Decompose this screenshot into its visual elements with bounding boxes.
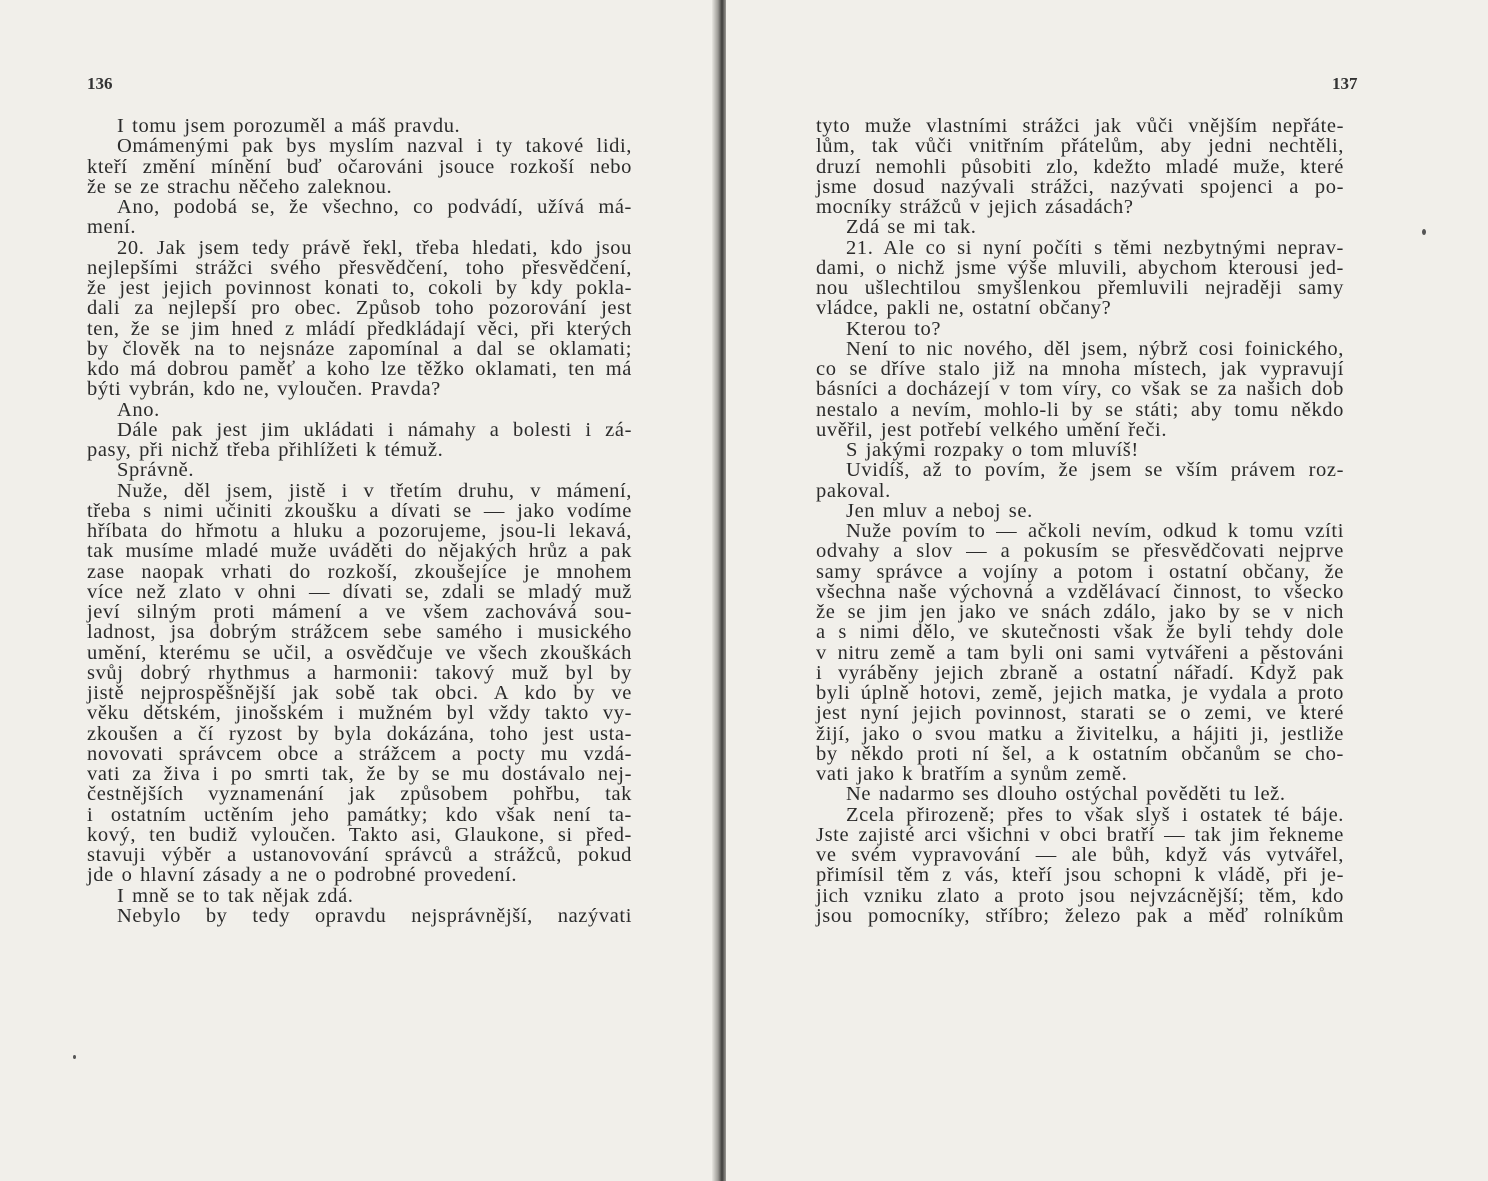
- text-line: Zdá se mi tak.: [846, 216, 977, 239]
- text-line: nejlepšími strážci svého přesvědčení, toho přesvědčení,: [87, 256, 632, 279]
- text-line: čestnějších vyznamenání jak způsobem pohřbu, tak: [87, 783, 632, 806]
- text-line: vládce, pakli ne, ostatní občany?: [816, 297, 1112, 320]
- text-line: vati za živa i po smrti tak, že by se mu dostávalo nej-: [87, 763, 632, 785]
- text-line: Omámenými pak bys myslím nazval i ty takové lidi,: [117, 135, 632, 158]
- text-line: vati jako k bratřím a synům země.: [816, 763, 1128, 785]
- right-page: [726, 0, 1488, 1181]
- page-number: 136: [87, 74, 113, 93]
- left-page: [0, 0, 718, 1181]
- text-line: stavuji výběr a ustanovování správců a strážců, pokud: [87, 844, 632, 866]
- text-line: byli úplně hotovi, země, jejich matka, je vydala a proto: [816, 682, 1344, 704]
- text-line: ladnost, jsa dobrým strážcem sebe samého i musického: [87, 621, 632, 644]
- text-line: by člověk na to nejsnáze zapomínal a dal se oklamati;: [87, 337, 632, 360]
- text-line: že jest jejich povinnost konati to, cokoli by kdy pokla-: [87, 277, 632, 299]
- text-line: by někdo proti ní šel, a k ostatním občanům se cho-: [816, 742, 1344, 765]
- text-line: 20. Jak jsem tedy právě řekl, třeba hledati, kdo jsou: [117, 236, 632, 259]
- text-line: Ano.: [117, 398, 160, 421]
- paper-speck: [1422, 229, 1426, 235]
- text-line: umění, kterému se učil, a osvědčuje ve všech zkouškách: [87, 641, 632, 664]
- text-line: přimísil těm z vás, kteří jsou schopni k vládě, při je-: [816, 864, 1344, 887]
- page-number: 137: [1332, 74, 1358, 93]
- text-line: Zcela přirozeně; přes to však slyš i ostatek té báje.: [846, 803, 1344, 826]
- text-line: kový, ten budiž vyloučen. Takto asi, Glaukone, si před-: [87, 823, 632, 846]
- paper-speck: [73, 1055, 76, 1059]
- text-line: ve svém vypravování — ale bůh, když vás vytvářel,: [816, 844, 1344, 866]
- text-line: novovati správcem obce a strážcem a pocty mu vzdá-: [87, 742, 632, 765]
- text-line: samy správce a vojíny a potom i ostatní občany, že: [816, 560, 1344, 583]
- text-line: Nuže, děl jsem, jistě i v třetím druhu, v mámení,: [117, 479, 632, 502]
- text-line: že se ze strachu něčeho zaleknou.: [87, 175, 393, 198]
- text-line: I mně se to tak nějak zdá.: [117, 884, 354, 907]
- right-page-text: [816, 116, 1344, 926]
- text-line: Nebylo by tedy opravdu nejsprávnější, nazývati: [117, 904, 632, 927]
- text-line: tak musíme mladé muže uváděti do nějakých hrůz a pak: [87, 540, 632, 563]
- text-line: I tomu jsem porozuměl a máš pravdu.: [117, 115, 461, 137]
- text-line: jich vzniku zlato a proto jsou nejvzácnější; těm, kdo: [816, 884, 1344, 907]
- text-line: odvahy a slov — a pokusím se přesvědčovati nejprve: [816, 540, 1344, 563]
- text-line: co se dříve stalo již na mnoha místech, jak vypravují: [816, 358, 1344, 380]
- text-line: v nitru země a tam byli oni sami vytvářeni a pěstováni: [816, 641, 1344, 664]
- text-line: že se jim jen jako ve snách zdálo, jako by se v nich: [816, 601, 1344, 623]
- text-line: Jen mluv a neboj se.: [846, 499, 1033, 522]
- text-line: jest nyní jejich povinnost, starati se o zemi, ve které: [816, 702, 1344, 725]
- left-page-text: [87, 116, 632, 926]
- text-line: kdo má dobrou paměť a koho lze těžko oklamati, ten má: [87, 358, 632, 380]
- text-line: i vyráběny jejich zbraně a ostatní nářadí. Když pak: [816, 661, 1344, 684]
- text-line: hříbata do hřmotu a hluku a pozorujeme, jsou-li lekavá,: [87, 520, 632, 542]
- text-line: více než zlato v ohni — dívati se, zdali se mladý muž: [87, 580, 632, 603]
- text-line: všechna naše výchovná a vzdělávací činnost, to všecko: [816, 580, 1344, 603]
- text-line: třeba s nimi učiniti zkoušku a dívati se — jako vodíme: [87, 499, 632, 522]
- text-line: a s nimi dělo, ve skutečnosti však že byli tehdy dole: [816, 621, 1344, 644]
- text-line: Ano, podobá se, že všechno, co podvádí, užívá má-: [117, 196, 632, 218]
- text-line: jistě nejprospěšnější jak sobě tak obci. A kdo by ve: [87, 682, 632, 704]
- text-line: 21. Ale co si nyní počíti s těmi nezbytnými neprav-: [846, 236, 1344, 259]
- text-line: jeví silným proti mámení a ve všem zachovává sou-: [87, 601, 632, 623]
- text-line: i ostatním uctěním jeho památky; kdo však není ta-: [87, 803, 632, 826]
- text-line: nou ušlechtilou smyšlenkou přemluvili nejraději samy: [816, 277, 1344, 299]
- text-line: jde o hlavní zásady a ne o podrobné provedení.: [87, 864, 518, 887]
- text-line: zase naopak vrhati do rozkoší, zkoušejíce je mnohem: [87, 560, 632, 583]
- text-line: žijí, jako o svou matku a živitelku, a hájiti ji, jestliže: [816, 722, 1344, 745]
- text-line: nestalo a nevím, mohlo-li by se státi; aby tomu někdo: [816, 398, 1344, 421]
- text-line: S jakými rozpaky o tom mluvíš!: [846, 439, 1139, 461]
- text-line: svůj dobrý rhythmus a harmonii: takový muž byl by: [87, 661, 632, 684]
- text-line: Dále pak jest jim ukládati i námahy a bolesti i zá-: [117, 418, 632, 441]
- text-line: Jste zajisté arci všichni v obci bratří — tak jim řekneme: [816, 823, 1344, 846]
- text-line: mení.: [87, 216, 137, 239]
- text-line: mocníky strážců v jejich zásadách?: [816, 196, 1134, 218]
- text-line: Ne nadarmo ses dlouho ostýchal pověděti tu lež.: [846, 783, 1286, 806]
- text-line: jsou pomocníky, stříbro; železo pak a měď rolníkům: [816, 904, 1344, 927]
- text-line: Správně.: [117, 459, 195, 482]
- text-line: básníci a docházejí v tom víry, co však se za našich dob: [816, 378, 1344, 401]
- text-line: zkoušen a čí ryzost by byla dokázána, toho jest usta-: [87, 722, 632, 745]
- text-line: Uvidíš, až to povím, že jsem se vším právem roz-: [846, 459, 1344, 482]
- text-line: lům, tak vůči vnitřním přátelům, aby jedni nechtěli,: [816, 135, 1344, 158]
- text-line: dami, o nichž jsme výše mluvili, abychom kterousi jed-: [816, 256, 1344, 279]
- text-line: pasy, při nichž třeba přihlížeti k témuž.: [87, 439, 444, 461]
- text-line: tyto muže vlastními strážci jak vůči vnějším nepřáte-: [816, 115, 1344, 137]
- text-line: jsme dosud nazývali strážci, nazývati spojenci a po-: [816, 175, 1344, 198]
- text-line: uvěřil, jest potřebí velkého umění řeči.: [816, 418, 1168, 441]
- text-line: ten, že se jim hned z mládí předkládají věci, při kterých: [87, 317, 632, 340]
- text-line: býti vybrán, kdo ne, vyloučen. Pravda?: [87, 378, 441, 401]
- text-line: Nuže povím to — ačkoli nevím, odkud k tomu vzíti: [846, 520, 1344, 542]
- text-line: pakoval.: [816, 479, 891, 502]
- text-line: kteří změní mínění buď očarováni jsouce rozkoší nebo: [87, 155, 632, 178]
- text-line: věku dětském, jinošském i mužném byl vždy takto vy-: [87, 702, 632, 725]
- text-line: dali za nejlepší pro obec. Způsob toho pozorování jest: [87, 297, 632, 320]
- text-line: druzí nemohli působiti zlo, kdežto mladé muže, které: [816, 155, 1344, 178]
- text-line: Kterou to?: [846, 317, 942, 340]
- text-line: Není to nic nového, děl jsem, nýbrž cosi foinického,: [846, 337, 1344, 360]
